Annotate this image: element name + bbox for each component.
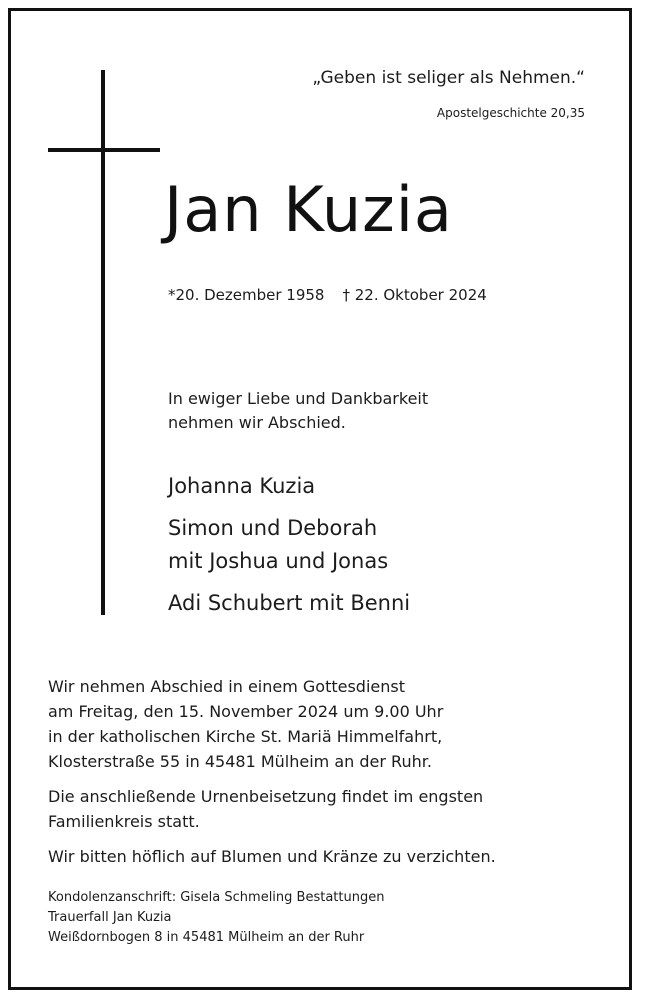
service-line: Wir nehmen Abschied in einem Gottesdienst <box>48 677 405 696</box>
service-line: Familienkreis statt. <box>48 812 200 831</box>
service-line: in der katholischen Kirche St. Mariä Himmelfahrt, <box>48 727 443 746</box>
mourner-name: Simon und Deborah <box>168 516 378 540</box>
mourners-list <box>168 470 410 629</box>
cross-icon-crossbar <box>48 148 160 152</box>
service-line: Klosterstraße 55 in 45481 Mülheim an der Ruhr. <box>48 752 432 771</box>
farewell-text <box>168 387 428 435</box>
service-line: Die anschließende Urnenbeisetzung findet im engsten <box>48 787 484 806</box>
service-paragraph <box>48 784 496 834</box>
mourner-group <box>168 587 410 620</box>
condolence-line: Kondolenzanschrift: Gisela Schmeling Bestattungen <box>48 890 385 905</box>
bible-quote: „Geben ist seliger als Nehmen.“ <box>312 68 585 88</box>
mourner-group <box>168 512 410 578</box>
death-date: † 22. Oktober 2024 <box>342 286 487 304</box>
birth-date: *20. Dezember 1958 <box>168 286 325 304</box>
condolence-address <box>48 888 384 948</box>
farewell-line: nehmen wir Abschied. <box>168 413 346 432</box>
mourner-group <box>168 470 410 503</box>
mourner-name: mit Joshua und Jonas <box>168 549 389 573</box>
condolence-line: Trauerfall Jan Kuzia <box>48 910 172 925</box>
farewell-line: In ewiger Liebe und Dankbarkeit <box>168 389 429 408</box>
service-paragraph <box>48 844 496 869</box>
service-line: am Freitag, den 15. November 2024 um 9.00 Uhr <box>48 702 444 721</box>
service-paragraph <box>48 674 496 774</box>
condolence-line: Weißdornbogen 8 in 45481 Mülheim an der Ruhr <box>48 930 365 945</box>
life-dates <box>168 286 487 304</box>
mourner-name: Adi Schubert mit Benni <box>168 591 411 615</box>
deceased-name: Jan Kuzia <box>164 173 453 246</box>
mourner-name: Johanna Kuzia <box>168 474 316 498</box>
service-line: Wir bitten höflich auf Blumen und Kränze zu verzichten. <box>48 847 496 866</box>
quote-source: Apostelgeschichte 20,35 <box>436 106 585 120</box>
service-info <box>48 674 496 879</box>
